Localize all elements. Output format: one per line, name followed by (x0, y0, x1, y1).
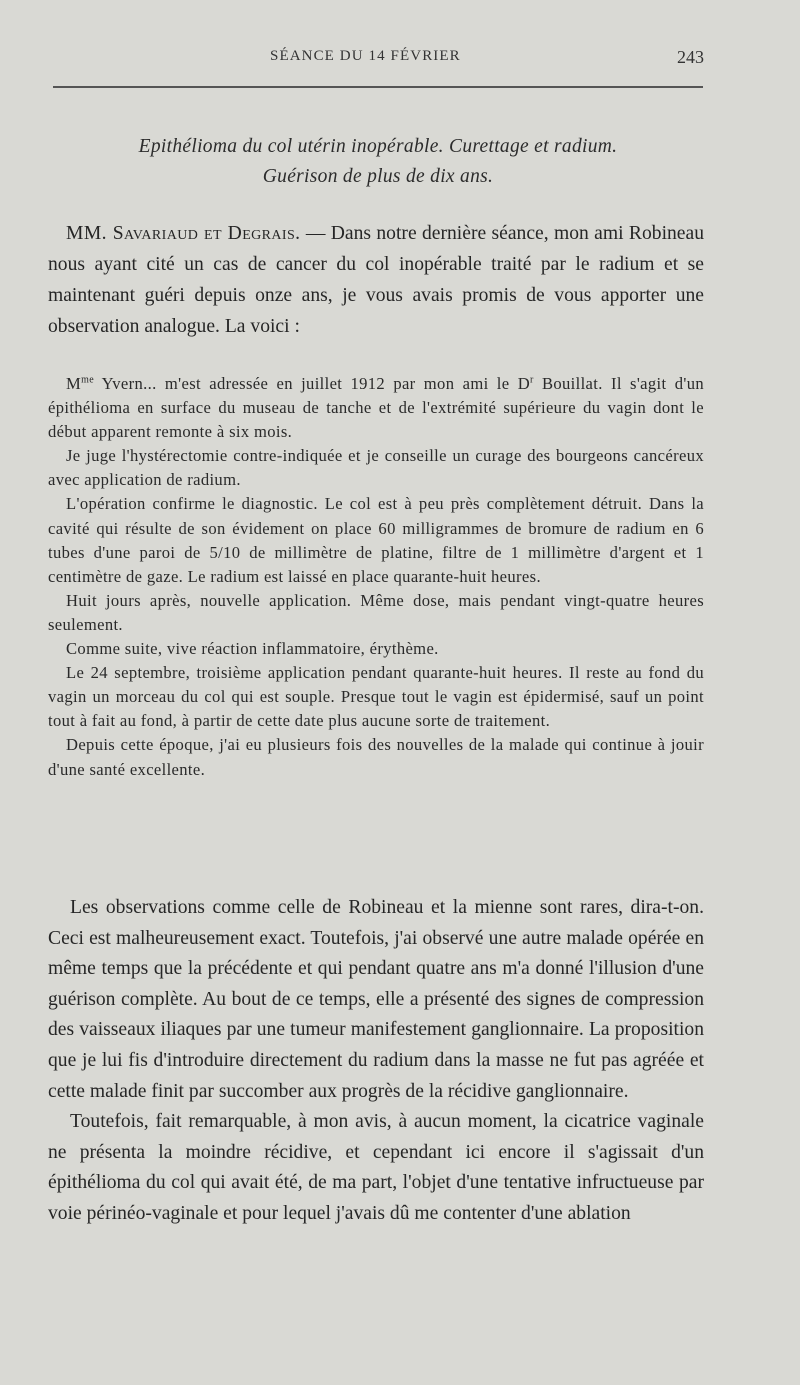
obs-p1-sup2: r (530, 374, 534, 386)
page-number: 243 (677, 47, 704, 67)
obs-p1-post: Bouillat. Il s'agit d'un épithélioma en surface du museau de tanche et de l'extrémité supérieure du vagin dont le début apparent remonte à six mois. (48, 374, 704, 442)
observation-paragraph-2: Je juge l'hystérectomie contre-indiquée et je conseille un curage des bourgeons cancéreux avec application de radium. (48, 446, 704, 490)
observation-paragraph-4: Huit jours après, nouvelle application. Même dose, mais pendant vingt-quatre heures seulement. (48, 590, 704, 634)
running-header (48, 48, 708, 72)
observation-paragraph-3: L'opération confirme le diagnostic. Le col est à peu près complètement détruit. Dans la cavité qui résulte de son évidement on place 60 milligrammes de bromure de radium en 6 tubes d'une paroi de 5/10 de millimètre de platine, filtre de 1 millimètre d'argent et 1 centimètre de gaze. Le radium est laissé en place quarante-huit heures. (48, 494, 704, 586)
running-title: SÉANCE DU 14 FÉVRIER (270, 48, 461, 64)
article-title-line-1: Epithélioma du col utérin inopérable. Curettage et radium. (138, 136, 618, 157)
observation-paragraph-6: Le 24 septembre, troisième application pendant quarante-huit heures. Il reste au fond du vagin un morceau du col qui est souple. Presque tout le vagin est épidermisé, sauf un point tout à fait au fond, à partir de cette date plus aucune sorte de traitement. (48, 663, 704, 731)
obs-p1-sup: me (81, 374, 94, 386)
discussion-paragraph-1: Les observations comme celle de Robineau et la mienne sont rares, dira-t-on. Ceci est malheureusement exact. Toutefois, j'ai observé une autre malade opérée en même temps que la précédente et qui pendant quatre ans m'a donné l'illusion d'une guérison complète. Au bout de ce temps, elle a présenté des signes de compression des vaisseaux iliaques par une tumeur manifestement ganglionnaire. La proposition que je lui fis d'introduire directement du radium dans la masse ne fut pas agréée et cette malade finit par succomber aux progrès de la récidive ganglionnaire. (48, 897, 704, 1102)
article-title-line-2: Guérison de plus de dix ans. (262, 166, 494, 187)
authors: MM. Savariaud et Degrais. (66, 223, 301, 244)
obs-p1-pre: M (66, 374, 82, 393)
observation-paragraph-1 (48, 372, 704, 444)
observation-paragraph-7: Depuis cette époque, j'ai eu plusieurs fois des nouvelles de la malade qui continue à jouir d'une santé excellente. (48, 735, 704, 779)
observation-paragraph-5: Comme suite, vive réaction inflammatoire, érythème. (66, 639, 439, 659)
observation-block (48, 372, 704, 782)
discussion-block (48, 893, 704, 1230)
header-rule (53, 86, 703, 88)
discussion-paragraph-2: Toutefois, fait remarquable, à mon avis, à aucun moment, la cicatrice vaginale ne présenta la moindre récidive, et cependant ici encore il s'agissait d'un épithélioma du col qui avait été, de ma part, l'objet d'une tentative infructueuse par voie périnéo-vaginale et pour lequel j'avais dû me contenter d'une ablation (48, 1111, 704, 1224)
obs-p1-mid: Yvern... m'est adressée en juillet 1912 par mon ami le D (93, 374, 531, 393)
intro-text: — Dans notre dernière séance, mon ami Robineau nous ayant cité un cas de cancer du col inopérable traité par le radium et se maintenant guéri depuis onze ans, je vous avais promis de vous apporter une observation analogue. La voici : (48, 223, 704, 337)
intro-paragraph (48, 218, 704, 342)
article-title (48, 132, 708, 192)
